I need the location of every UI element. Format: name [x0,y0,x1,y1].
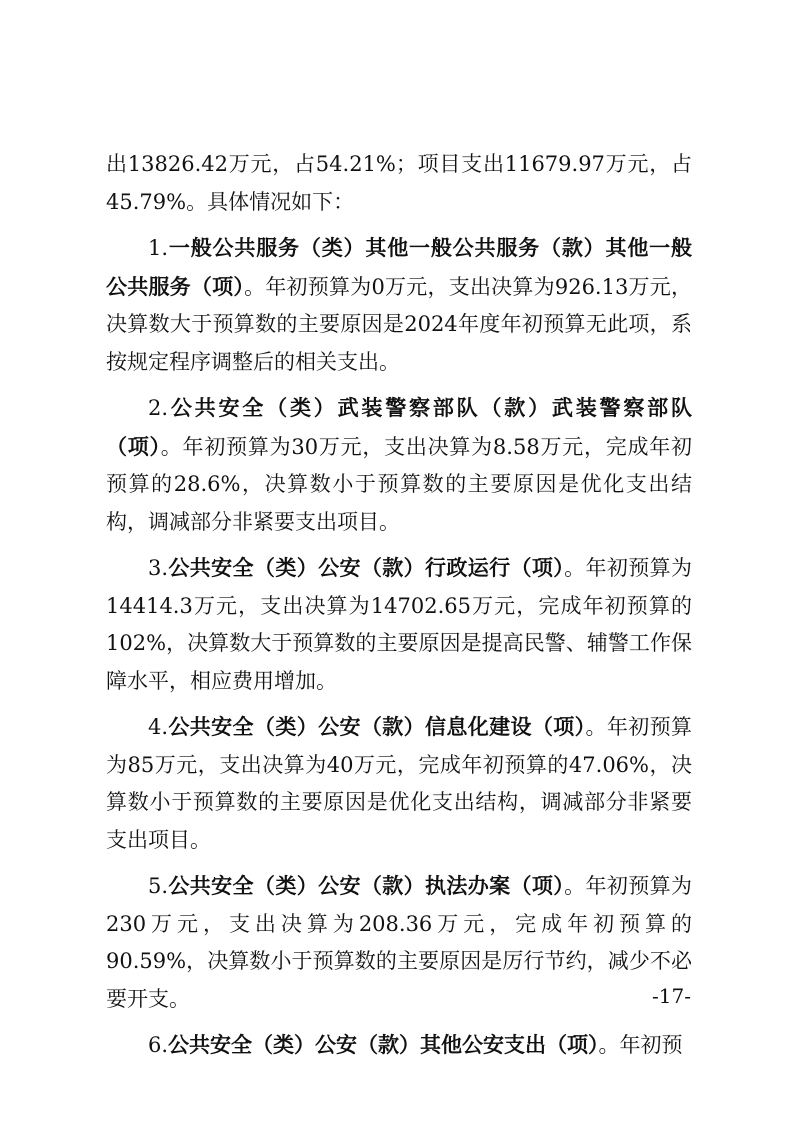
paragraph-item-4 [106,708,692,859]
item-heading: 公共安全（类）公安（款）执法办案（项） [168,873,565,898]
item-heading: 公共安全（类）公安（款）其他公安支出（项） [168,1032,599,1057]
paragraph-item-3 [106,549,692,700]
item-heading: 公共安全（类）公安（款）信息化建设（项） [168,714,586,739]
item-heading: 公共安全（类）公安（款）行政运行（项） [168,555,565,580]
item-number: 2. [148,396,169,420]
item-body: 。年初预算为0万元，支出决算为926.13万元，决算数大于预算数的主要原因是2024年度年初预算无此项，系按规定程序调整后的相关支出。 [106,274,693,374]
item-number: 3. [148,556,169,580]
item-body: 。年初预 [598,1033,683,1057]
item-heading: 一般公共服务（类）其他一般公共服务（款）其他一般公共服务（项） [106,235,692,299]
paragraph-item-5 [106,867,692,1018]
item-body: 。年初预算为30万元，支出决算为8.58万元，完成年初预算的28.6%，决算数小于预算数的主要原因是优化支出结构，调减部分非紧要支出项目。 [106,434,693,534]
item-number: 4. [148,715,169,739]
item-number: 1. [148,236,169,260]
paragraph-text: 出13826.42万元，占54.21%；项目支出11679.97万元，占45.79%。具体情况如下： [106,152,692,214]
item-heading: 公共安全（类）武装警察部队（款）武装警察部队（项） [106,395,692,459]
paragraph-item-6 [106,1026,692,1065]
item-number: 6. [148,1033,169,1057]
paragraph-item-1 [106,229,692,381]
paragraph-item-2 [106,389,692,541]
body-text [106,146,692,1065]
paragraph-intro [106,146,692,221]
item-body: 。年初预算为85万元，支出决算为40万元，完成年初预算的47.06%，决算数小于预算数的主要原因是优化支出结构，调减部分非紧要支出项目。 [106,715,693,852]
page-number: -17- [652,984,691,1008]
item-number: 5. [148,874,169,898]
item-body: 。年初预算为230万元，支出决算为208.36万元，完成年初预算的90.59%，决算数小于预算数的主要原因是厉行节约，减少不必要开支。 [106,874,692,1011]
item-body: 。年初预算为14414.3万元，支出决算为14702.65万元，完成年初预算的102%，决算数大于预算数的主要原因是提高民警、辅警工作保障水平，相应费用增加。 [106,556,692,693]
